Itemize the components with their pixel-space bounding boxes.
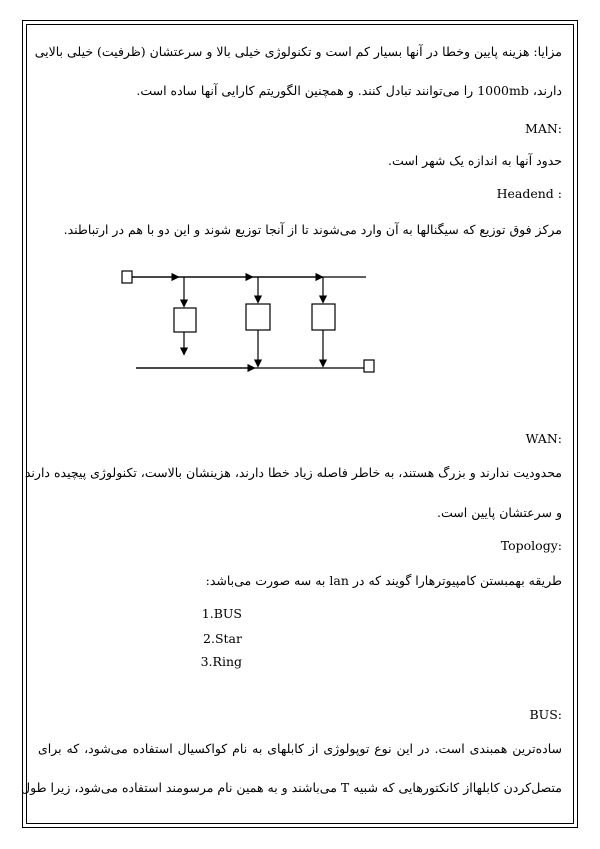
- bus-line-1: ساده‌ترین همبندی است. در این نوع توپولوژی از کابلهای به نام کواکسیال استفاده می‌شود، که برای: [38, 741, 562, 756]
- headend-heading: : Headend: [496, 186, 562, 201]
- topology-text: طریقه بهمبستن کامپیوترهارا گویند که در lan به سه صورت می‌باشد:: [205, 573, 562, 588]
- man-text: حدود آنها به اندازه یک شهر است.: [388, 153, 562, 168]
- bottom-terminal: [364, 360, 374, 372]
- wan-line-1: محدودیت ندارند و بزرگ هستند، به خاطر فاصله زیاد خطا دارند، هزینشان بالاست، تکنولوژی پیچیده دارند: [24, 465, 562, 480]
- wan-line-2: و سرعتشان پایین است.: [437, 505, 562, 520]
- top-terminal: [122, 271, 132, 283]
- bus-line-2: متصل‌کردن کابلهااز کانکتورهایی که شبیه T می‌باشند و به همین نام مرسومند استفاده می‌شود، زیرا طول: [21, 780, 562, 795]
- bus-heading: :BUS: [529, 707, 562, 722]
- topology-item-bus: 1.BUS: [201, 606, 242, 621]
- topology-item-star: 2.Star: [203, 631, 242, 646]
- device-box-1: [174, 308, 196, 332]
- headend-text: مرکز فوق توزیع که سیگنالها به آن وارد می‌شوند تا از آنجا توزیع شوند و این دو با هم در ارتباطند.: [63, 222, 562, 237]
- benefits-line-1: مزایا: هزینه پایین وخطا در آنها بسیار کم است و تکنولوژی خیلی بالا و سرعتشان (ظرفیت) خیلی بالایی: [34, 44, 562, 59]
- device-box-3: [312, 304, 335, 330]
- benefits-line-2: دارند، 1000mb را می‌توانند تبادل کنند. و همچنین الگوریتم کارایی آنها ساده است.: [136, 83, 562, 98]
- wan-heading: :WAN: [525, 431, 562, 446]
- topology-heading: :Topology: [500, 538, 562, 553]
- page-border-inner: [21, 24, 574, 824]
- topology-item-ring: 3.Ring: [200, 654, 242, 669]
- headend-diagram: [100, 262, 390, 382]
- man-heading: :MAN: [525, 121, 562, 136]
- device-box-2: [246, 304, 270, 330]
